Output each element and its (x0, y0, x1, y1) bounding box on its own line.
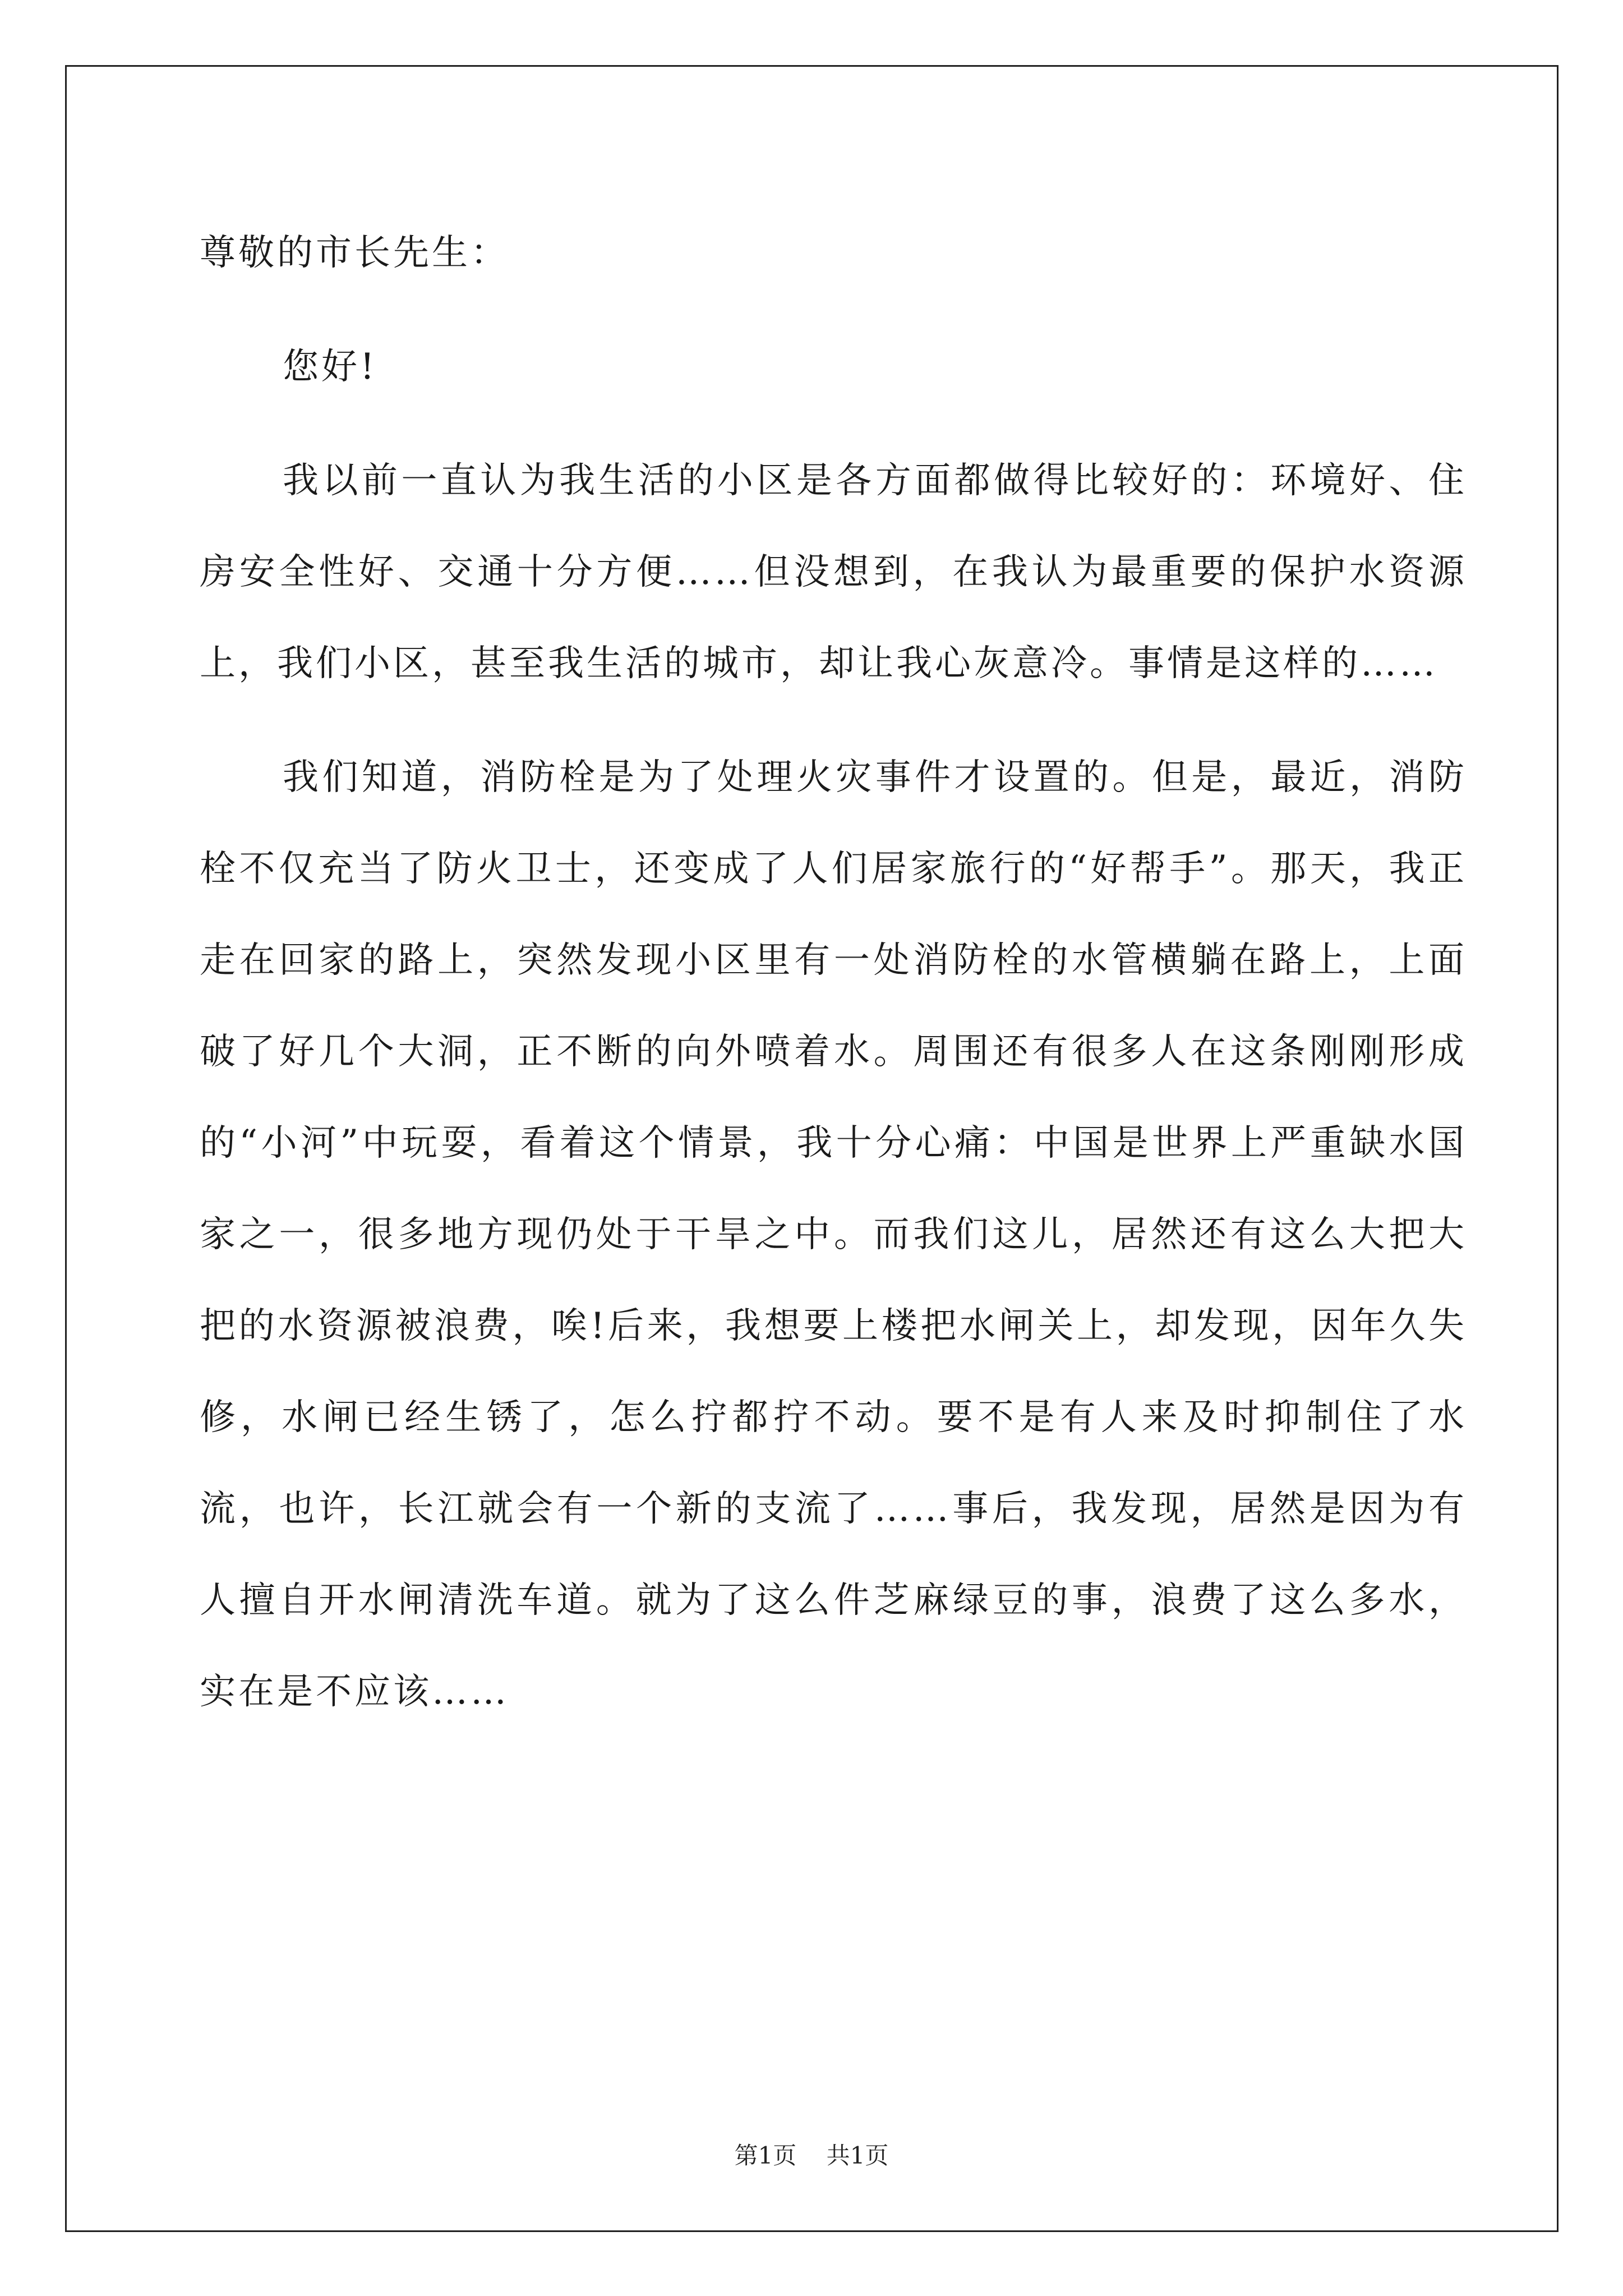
paragraph-2: 我们知道，消防栓是为了处理火灾事件才设置的。但是，最近，消防栓不仅充当了防火卫士，还变成了人们居家旅行的“好帮手”。那天，我正走在回家的路上，突然发现小区里有一处消防栓的水管横躺在路上，上面破了好几个大洞，正不断的向外喷着水。周围还有很多人在这条刚刚形成的“小河”中玩耍，看着这个情景，我十分心痛：中国是世界上严重缺水国家之一，很多地方现仍处于干旱之中。而我们这儿，居然还有这么大把大把的水资源被浪费，唉!后来，我想要上楼把水闸关上，却发现，因年久失修，水闸已经生锈了，怎么拧都拧不动。要不是有人来及时抑制住了水流，也许，长江就会有一个新的支流了……事后，我发现，居然是因为有人擅自开水闸清洗车道。就为了这么件芝麻绿豆的事，浪费了这么多水，实在是不应该…… (200, 757, 1467, 1713)
greeting: 您好! (283, 346, 377, 388)
page-footer (0, 2137, 1623, 2171)
salutation: 尊敬的市长先生： (200, 232, 509, 274)
letter-body (200, 208, 1467, 1760)
page-number: 第1页 (734, 2142, 797, 2169)
page-total: 共1页 (826, 2142, 889, 2169)
paragraph-1: 我以前一直认为我生活的小区是各方面都做得比较好的：环境好、住房安全性好、交通十分方便……但没想到，在我认为最重要的保护水资源上，我们小区，甚至我生活的城市，却让我心灰意冷。事情是这样的…… (200, 460, 1467, 684)
